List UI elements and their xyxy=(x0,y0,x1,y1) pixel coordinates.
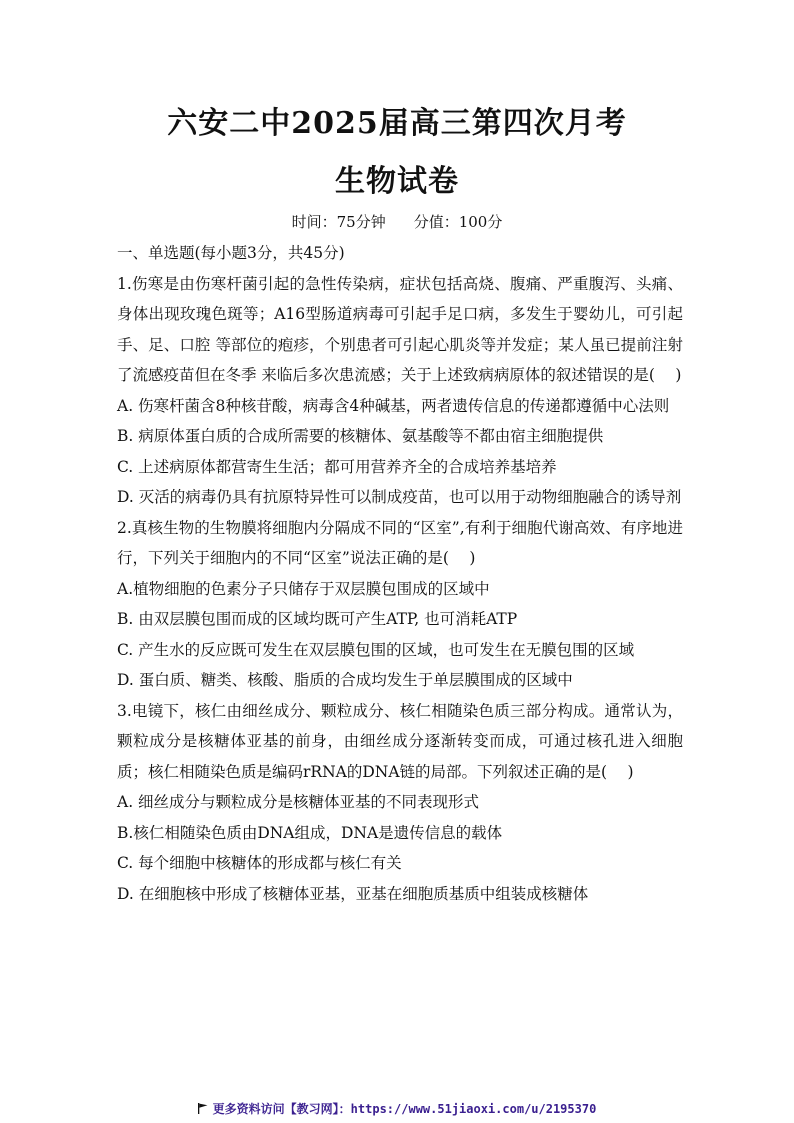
option-c: C. 每个细胞中核糖体的形成都与核仁有关 xyxy=(117,854,402,872)
option-c: C. 上述病原体都营寄生生活；都可用营养齐全的合成培养基培养 xyxy=(117,457,557,476)
question-stem: 2.真核生物的生物膜将细胞内分隔成不同的“区室”,有利于细胞代谢高效、有序地进行，下列关于细胞内的不同“区室”说法正确的是( ) xyxy=(117,518,683,567)
exam-title: 六安二中2025届高三第四次月考 xyxy=(167,106,627,141)
exam-score: 分值：100分 xyxy=(413,213,503,231)
exam-subtitle: 生物试卷 xyxy=(335,164,459,199)
question-stem: 3.电镜下，核仁由细丝成分、颗粒成分、核仁相随染色质三部分构成。通常认为，颗粒成分是核糖体亚基的前身，由细丝成分逐渐转变而成，可通过核孔进入细胞质；核仁相随染色质是编码rRNA的DNA链的局部。下列叙述正确的是( ) xyxy=(117,701,683,781)
question-2 xyxy=(117,513,683,696)
question-stem: 1.伤寒是由伤寒杆菌引起的急性传染病，症状包括高烧、腹痛、严重腹泻、头痛、身体出现玫瑰色斑等；A16型肠道病毒可引起手足口病，多发生于婴幼儿，可引起手、足、口腔 等部位的疱疹，个别患者可引起心肌炎等并发症；某人虽已提前注射了流感疫苗但在冬季 来临后多次患流感；关于上述致病病原体的叙述错误的是( ) xyxy=(117,274,683,384)
option-b: B.核仁相随染色质由DNA组成，DNA是遗传信息的载体 xyxy=(117,823,503,842)
flag-icon xyxy=(198,1103,208,1114)
option-d: D. 蛋白质、糖类、核酸、脂质的合成均发生于单层膜围成的区域中 xyxy=(117,671,573,689)
exam-meta xyxy=(0,211,794,232)
footer-link[interactable] xyxy=(0,1100,794,1118)
section-title: 一、单选题(每小题3分，共45分) xyxy=(117,244,345,262)
question-3 xyxy=(117,696,683,910)
option-a: A. 细丝成分与颗粒成分是核糖体亚基的不同表现形式 xyxy=(117,793,480,811)
option-a: A.植物细胞的色素分子只储存于双层膜包围成的区域中 xyxy=(117,579,490,598)
exam-content xyxy=(117,238,683,909)
option-a: A. 伤寒杆菌含8种核苷酸，病毒含4种碱基，两者遗传信息的传递都遵循中心法则 xyxy=(117,396,670,415)
footer-text[interactable]: 更多资料访问【教习网】：https://www.51jiaoxi.com/u/2195370 xyxy=(212,1102,597,1116)
option-b: B. 病原体蛋白质的合成所需要的核糖体、氨基酸等不都由宿主细胞提供 xyxy=(117,427,604,445)
option-c: C. 产生水的反应既可发生在双层膜包围的区域，也可发生在无膜包围的区域 xyxy=(117,640,635,659)
exam-time: 时间：75分钟 xyxy=(291,213,386,231)
option-d: D. 在细胞核中形成了核糖体亚基，亚基在细胞质基质中组装成核糖体 xyxy=(117,884,589,903)
question-1 xyxy=(117,269,683,513)
option-b: B. 由双层膜包围而成的区域均既可产生ATP, 也可消耗ATP xyxy=(117,610,518,628)
option-d: D. 灭活的病毒仍具有抗原特异性可以制成疫苗，也可以用于动物细胞融合的诱导剂 xyxy=(117,488,682,506)
